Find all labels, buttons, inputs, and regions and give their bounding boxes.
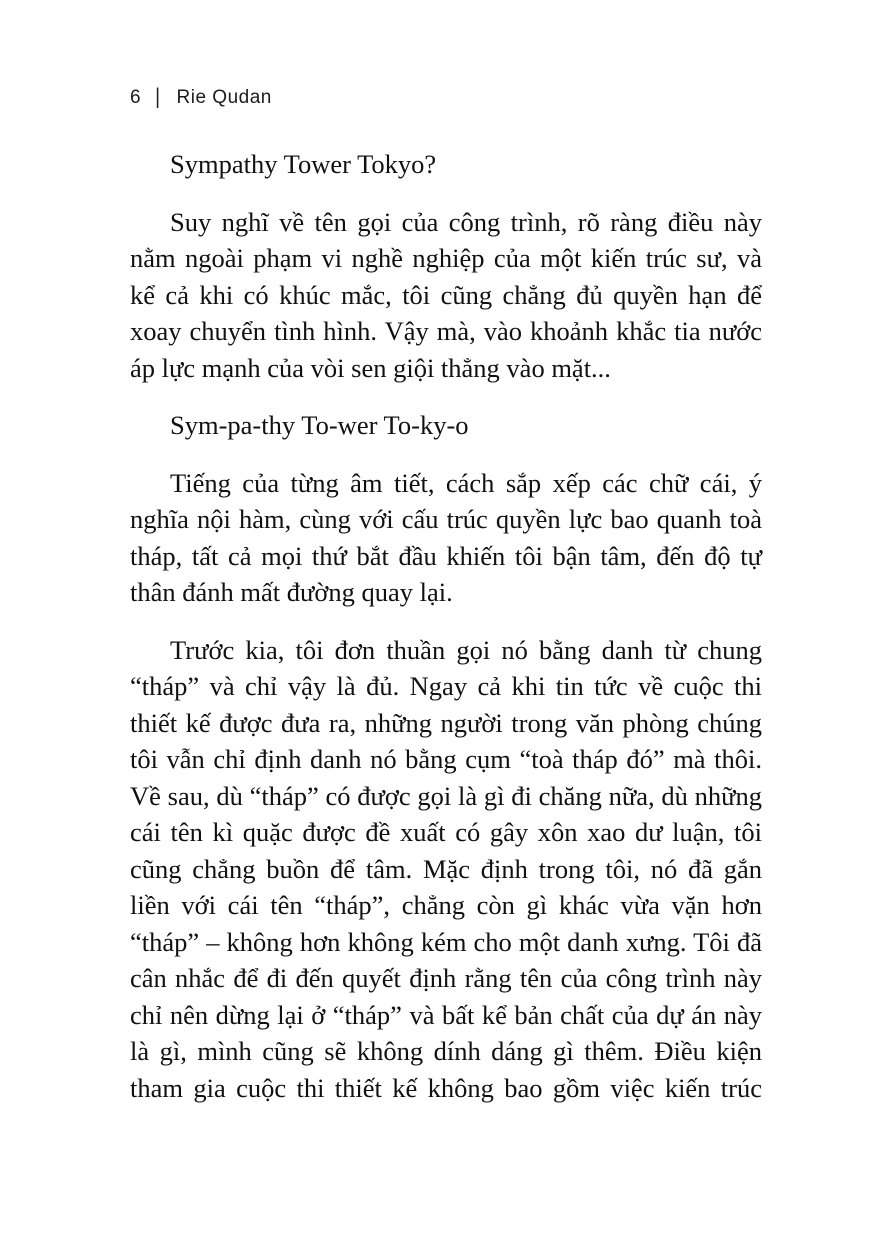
section-title: Sympathy Tower Tokyo? (170, 149, 437, 179)
paragraph: Tiếng của từng âm tiết, cách sắp xếp các chữ cái, ý nghĩa nội hàm, cùng với cấu trúc quyền lực bao quanh toà tháp, tất cả mọi thứ bắt đầu khiến tôi bận tâm, đến độ tự thân đánh mất đường quay lại. (130, 467, 762, 607)
phonetic-line: Sym-pa-thy To-wer To-ky-o (170, 410, 469, 440)
running-header-author: Rie Qudan (176, 87, 272, 108)
page-number: 6 (130, 87, 142, 108)
page-header (130, 87, 760, 109)
page-body (130, 146, 762, 1127)
paragraph: Suy nghĩ về tên gọi của công trình, rõ ràng điều này nằm ngoài phạm vi nghề nghiệp của một kiến trúc sư, và kể cả khi có khúc mắc, tôi cũng chẳng đủ quyền hạn để xoay chuyển tình hình. Vậy mà, vào khoảnh khắc tia nước áp lực mạnh của vòi sen giội thẳng vào mặt... (130, 206, 762, 383)
paragraph: Trước kia, tôi đơn thuần gọi nó bằng danh từ chung “tháp” và chỉ vậy là đủ. Ngay cả khi tin tức về cuộc thi thiết kế được đưa ra, những người trong văn phòng chúng tôi vẫn chỉ định danh nó bằng cụm “toà tháp đó” mà thôi. Về sau, dù “tháp” có được gọi là gì đi chăng nữa, dù những cái tên kì quặc được đề xuất có gây xôn xao dư luận, tôi cũng chẳng buồn để tâm. Mặc định trong tôi, nó đã gắn liền với cái tên “tháp”, chẳng còn gì khác vừa vặn hơn “tháp” – không hơn không kém cho một danh xưng. Tôi đã cân nhắc để đi đến quyết định rằng tên của công trình này chỉ nên dừng lại ở “tháp” và bất kể bản chất của dự án này là gì, mình cũng sẽ không dính dáng gì thêm. Điều kiện tham gia cuộc thi thiết kế không bao gồm việc kiến trúc (130, 634, 762, 1103)
header-separator: | (155, 85, 161, 110)
